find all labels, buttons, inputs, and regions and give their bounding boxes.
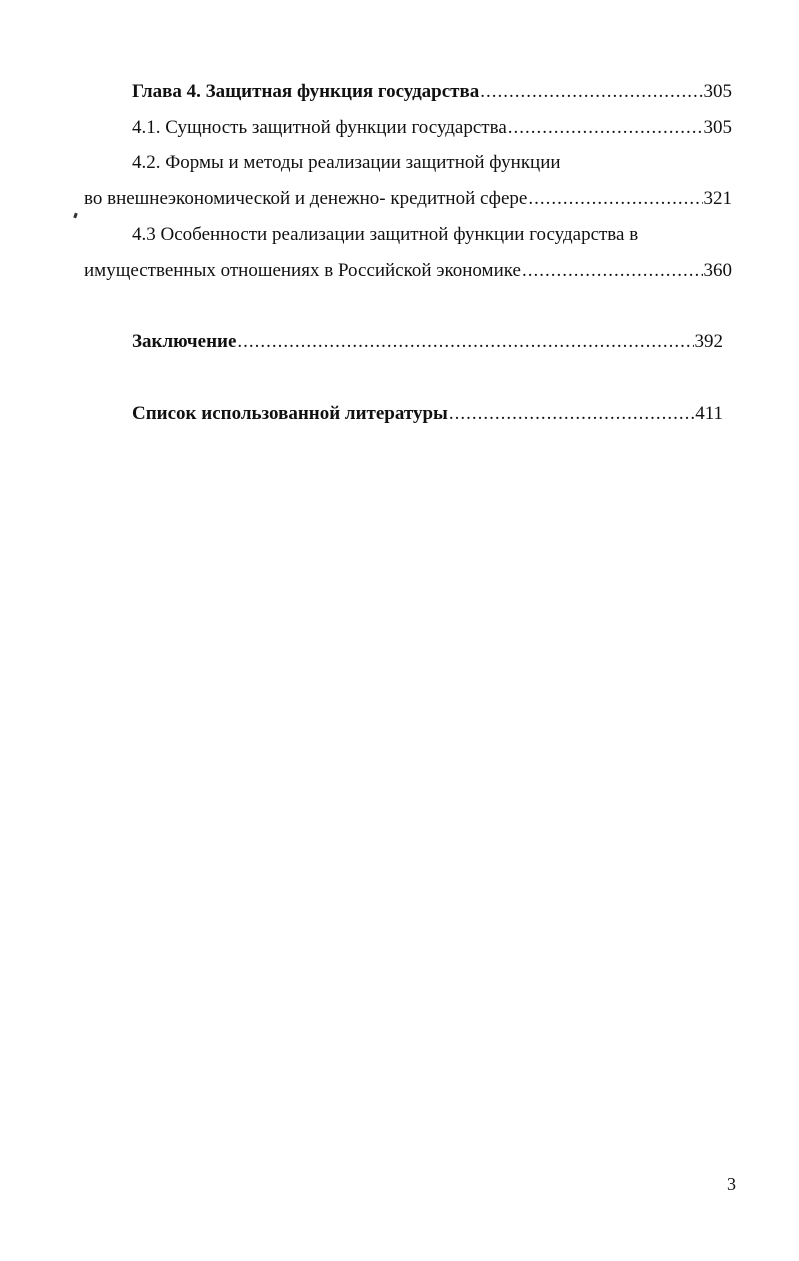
toc-entry-section-4-3 — [84, 259, 732, 283]
dot-leader — [508, 116, 703, 140]
dot-leader — [449, 402, 694, 426]
dot-leader — [480, 80, 702, 104]
toc-entry-title: имущественных отношениях в Российской экономике — [84, 260, 521, 281]
toc-entry-page: 392 — [694, 331, 723, 352]
dot-leader — [528, 187, 702, 211]
toc-entry-title: во внешнеэкономической и денежно- кредитной сфере — [84, 188, 528, 209]
scan-mark — [73, 213, 78, 219]
toc-entry-section-4-2-line1: 4.2. Формы и методы реализации защитной функции — [132, 152, 561, 173]
dot-leader — [237, 330, 693, 354]
toc-entry-page: 305 — [703, 81, 732, 102]
toc-entry-title: Список использованной литературы — [132, 403, 448, 424]
toc-entry-page: 360 — [703, 260, 732, 281]
page-number: 3 — [727, 1174, 736, 1194]
toc-entry-title: 4.1. Сущность защитной функции государства — [132, 117, 507, 138]
toc-entry-chapter-4 — [132, 80, 732, 104]
toc-entry-conclusion — [132, 330, 723, 354]
toc-entry-section-4-3-line1: 4.3 Особенности реализации защитной функции государства в — [132, 224, 639, 245]
toc-entry-section-4-1 — [132, 116, 732, 140]
dot-leader — [522, 259, 703, 283]
toc-entry-title: Глава 4. Защитная функция государства — [132, 81, 480, 102]
toc-entry-title: Заключение — [132, 331, 237, 352]
toc-entry-page: 411 — [695, 403, 723, 424]
toc-entry-references — [132, 402, 723, 426]
toc-entry-page: 305 — [703, 117, 732, 138]
toc-entry-page: 321 — [703, 188, 732, 209]
toc-entry-section-4-2 — [84, 187, 732, 211]
